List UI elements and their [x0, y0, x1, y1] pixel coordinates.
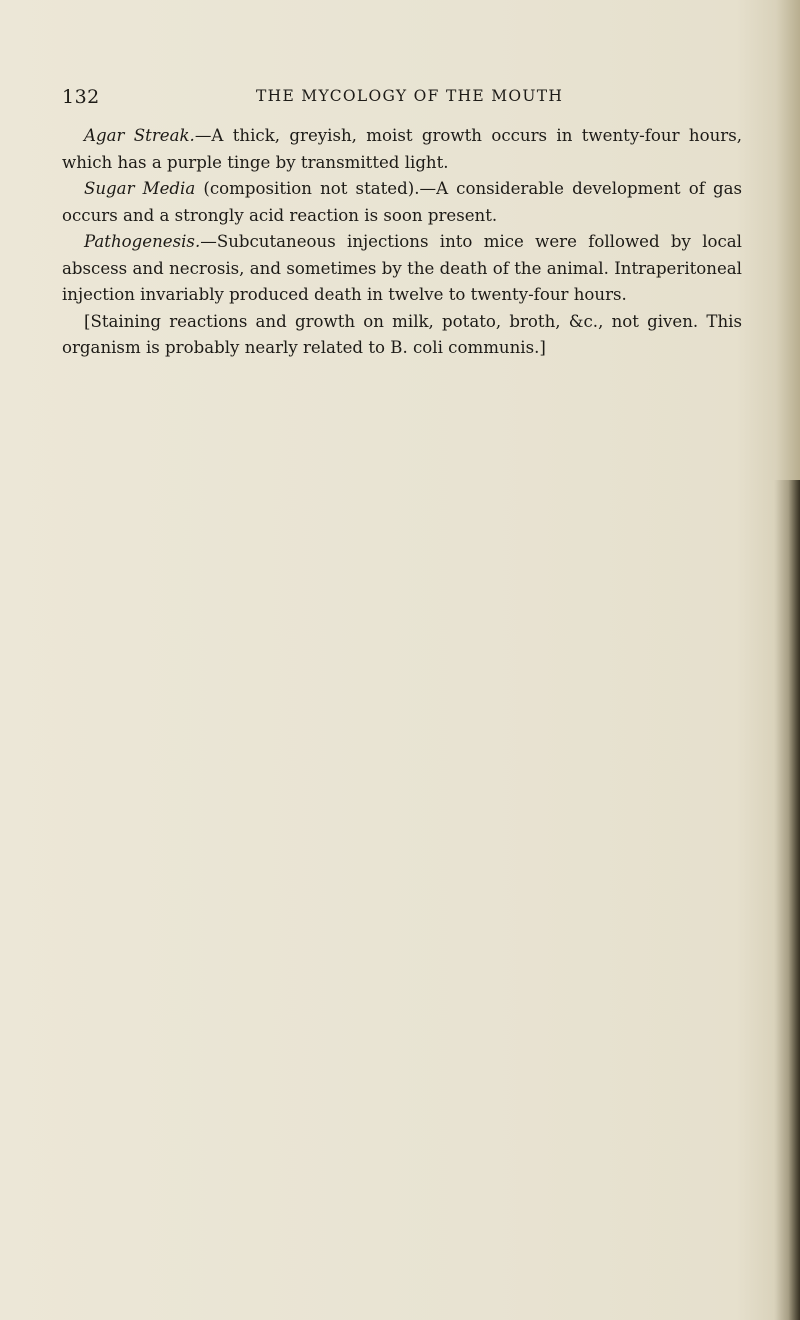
paragraph-sugar-media: [62, 176, 742, 229]
paragraph-label: Sugar Media: [84, 179, 196, 198]
body-text: [62, 123, 742, 362]
paragraph-agar-streak: [62, 123, 742, 176]
running-head: THE MYCOLOGY OF THE MOUTH: [256, 87, 564, 105]
paragraph-text: (composition not stated).—A considerable development of gas occurs and a strongly acid reaction is soon present.: [62, 179, 742, 225]
page-number: 132: [62, 86, 100, 108]
paragraph-text: [Staining reactions and growth on milk, potato, broth, &c., not given. This organism is probably nearly related to B. coli communis.]: [62, 311, 742, 357]
page-header: [62, 86, 742, 110]
page-edge-shadow: [774, 480, 800, 1320]
paragraph-pathogenesis: [62, 229, 742, 309]
paragraph-text: —A thick, greyish, moist growth occurs in twenty-four hours, which has a purple tinge by transmitted light.: [62, 126, 742, 172]
paragraph-text: —Subcutaneous injections into mice were followed by local abscess and necrosis, and sometimes by the death of the animal. Intraperitoneal injection invariably produced death in twelve to twenty-four hours.: [62, 232, 742, 304]
paragraph-label: Agar Streak.: [84, 126, 195, 145]
paragraph-editorial-note: [62, 309, 742, 362]
paragraph-label: Pathogenesis.: [84, 232, 201, 251]
